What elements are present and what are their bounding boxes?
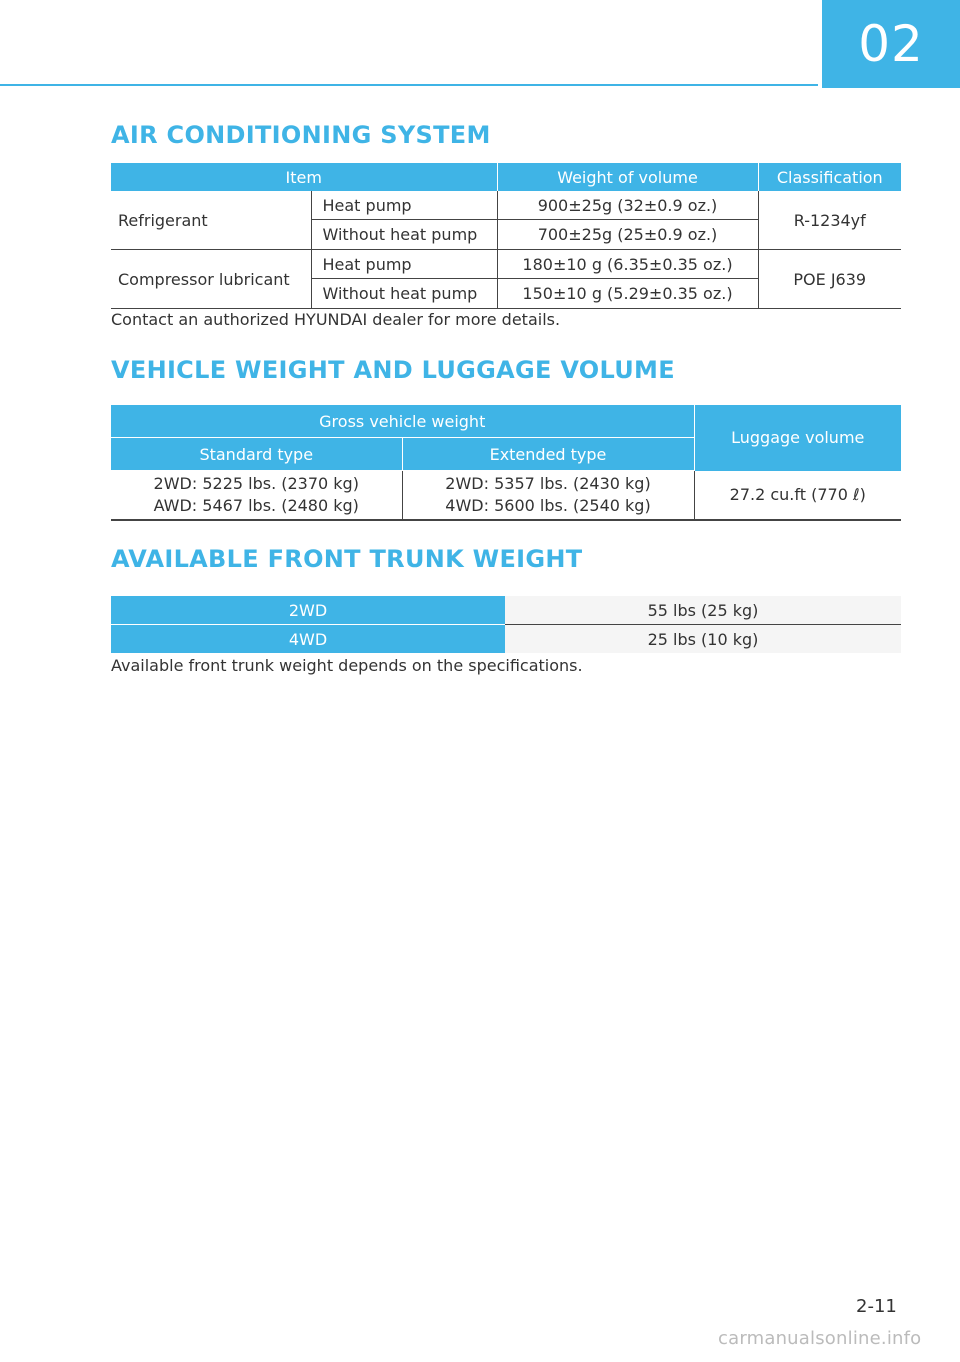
ac-section-title: AIR CONDITIONING SYSTEM xyxy=(111,121,491,149)
ac-sub-type: Heat pump xyxy=(311,191,497,220)
ac-sub-weight: 150±10 g (5.29±0.35 oz.) xyxy=(497,279,758,309)
trunk-label-2wd: 2WD xyxy=(111,596,505,625)
table-row xyxy=(111,191,901,220)
ac-item-refrigerant: Refrigerant xyxy=(111,191,311,250)
weight-header-standard: Standard type xyxy=(111,438,402,471)
weight-header-gross: Gross vehicle weight xyxy=(111,405,694,438)
ac-header-weight: Weight of volume xyxy=(497,163,758,191)
watermark: carmanualsonline.info xyxy=(718,1328,922,1349)
weight-standard-cell xyxy=(111,471,402,521)
weight-header-luggage: Luggage volume xyxy=(694,405,901,471)
trunk-weight-table xyxy=(111,596,901,653)
weight-extended-2wd: 2WD: 5357 lbs. (2430 kg) xyxy=(445,474,651,493)
weight-standard-awd: AWD: 5467 lbs. (2480 kg) xyxy=(153,496,359,515)
ac-header-item: Item xyxy=(111,163,497,191)
ac-sub-weight: 700±25g (25±0.9 oz.) xyxy=(497,220,758,250)
trunk-note: Available front trunk weight depends on the specifications. xyxy=(111,656,583,675)
trunk-section-title: AVAILABLE FRONT TRUNK WEIGHT xyxy=(111,545,583,573)
table-row xyxy=(111,625,901,654)
table-row xyxy=(111,250,901,279)
weight-header-extended: Extended type xyxy=(402,438,694,471)
ac-sub-type: Without heat pump xyxy=(311,279,497,309)
ac-item-compressor-lubricant: Compressor lubricant xyxy=(111,250,311,309)
chapter-number-tab: 02 xyxy=(822,0,960,88)
weight-extended-cell xyxy=(402,471,694,521)
ac-classification-lubricant: POE J639 xyxy=(758,250,901,309)
ac-sub-type: Without heat pump xyxy=(311,220,497,250)
ac-classification-refrigerant: R-1234yf xyxy=(758,191,901,250)
weight-extended-4wd: 4WD: 5600 lbs. (2540 kg) xyxy=(445,496,651,515)
weight-section-title: VEHICLE WEIGHT AND LUGGAGE VOLUME xyxy=(111,356,675,384)
ac-spec-table xyxy=(111,163,901,191)
trunk-label-4wd: 4WD xyxy=(111,625,505,654)
ac-sub-weight: 900±25g (32±0.9 oz.) xyxy=(497,191,758,220)
trunk-value-2wd: 55 lbs (25 kg) xyxy=(505,596,901,625)
weight-spec-table xyxy=(111,405,901,521)
weight-standard-2wd: 2WD: 5225 lbs. (2370 kg) xyxy=(153,474,359,493)
ac-sub-type: Heat pump xyxy=(311,250,497,279)
table-row xyxy=(111,596,901,625)
page-number: 2-11 xyxy=(856,1296,897,1317)
table-row xyxy=(111,471,901,521)
ac-note: Contact an authorized HYUNDAI dealer for more details. xyxy=(111,310,561,329)
ac-sub-weight: 180±10 g (6.35±0.35 oz.) xyxy=(497,250,758,279)
ac-header-classification: Classification xyxy=(758,163,901,191)
trunk-value-4wd: 25 lbs (10 kg) xyxy=(505,625,901,654)
ac-spec-table-body xyxy=(111,191,901,309)
luggage-volume-value: 27.2 cu.ft (770 ℓ) xyxy=(694,471,901,521)
header-rule xyxy=(0,84,818,86)
